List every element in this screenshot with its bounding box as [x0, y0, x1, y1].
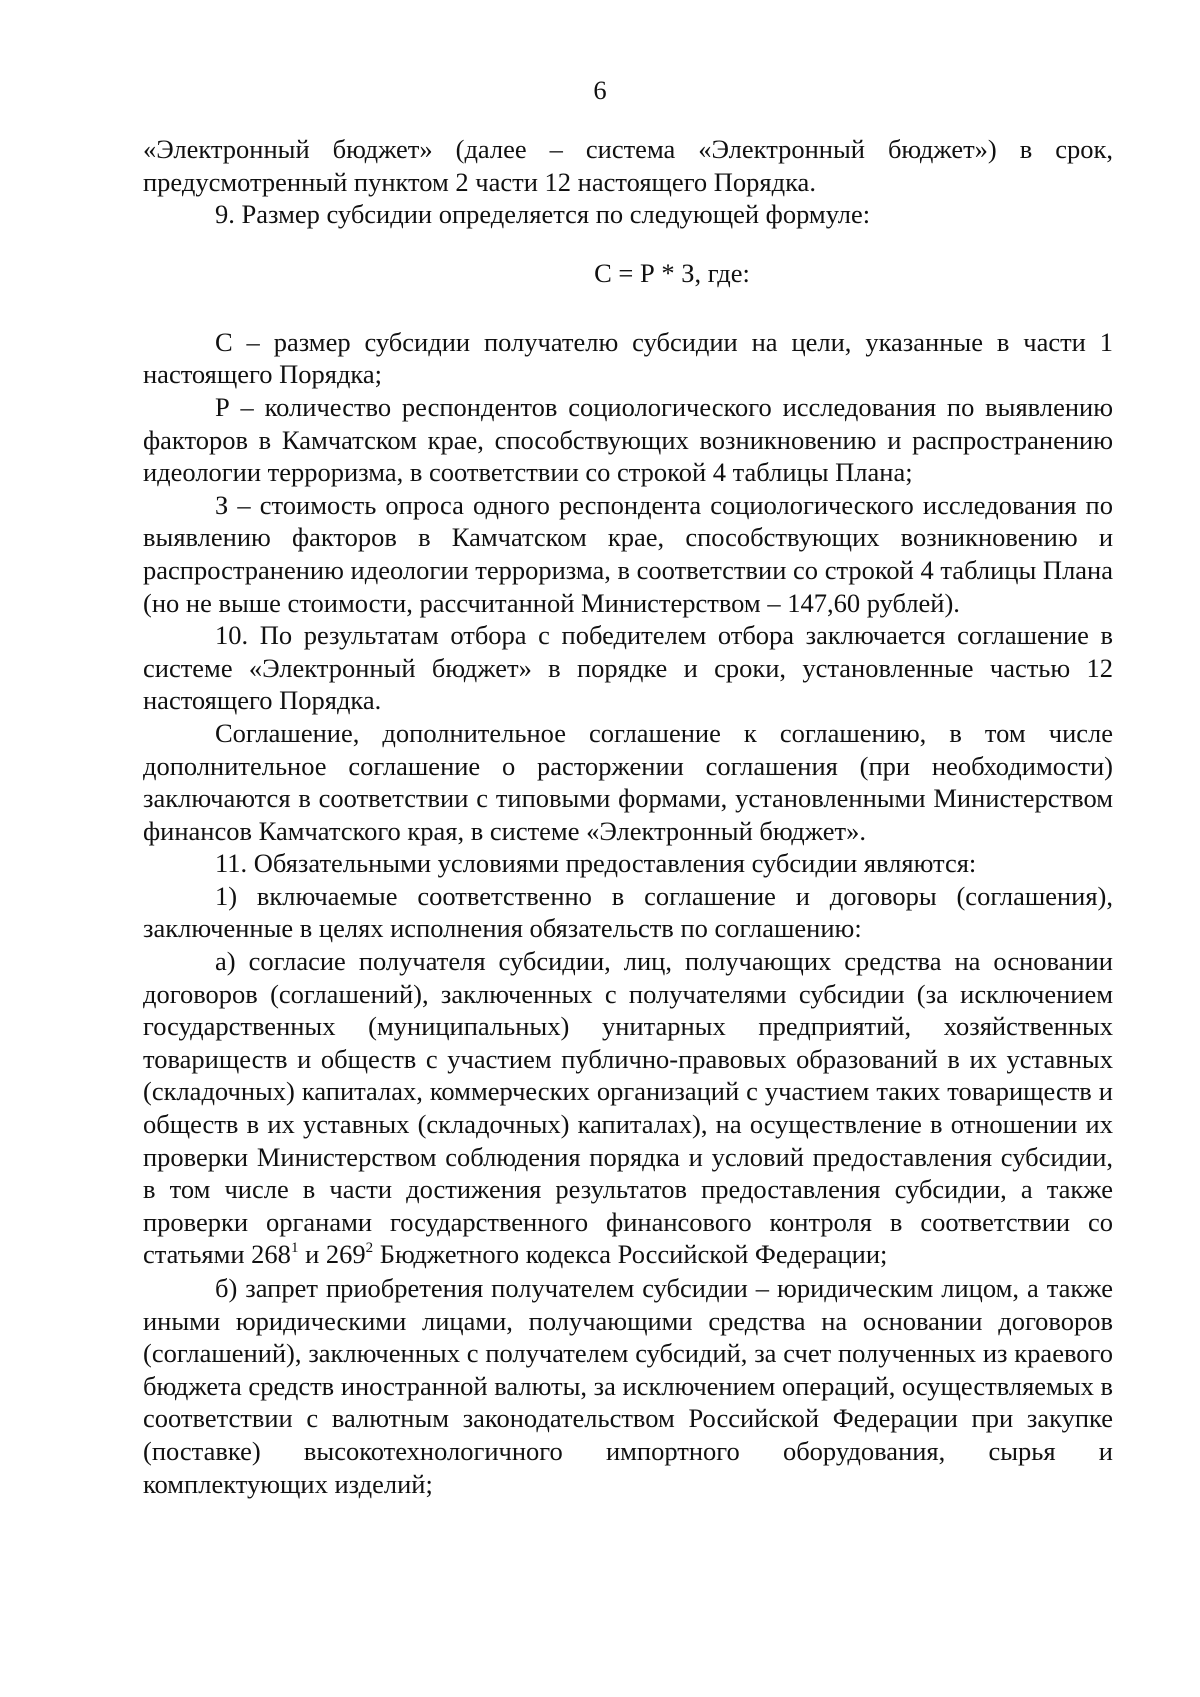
- item-a-text-mid: и 269: [298, 1239, 366, 1270]
- paragraph-item-11-1: 1) включаемые соответственно в соглашение и договоры (соглашения), заключенные в целях исполнения обязательств по соглашению:: [143, 880, 1113, 944]
- superscript-1: 1: [290, 1240, 299, 1257]
- paragraph-item-11: 11. Обязательными условиями предоставления субсидии являются:: [215, 848, 977, 879]
- definition-z: З – стоимость опроса одного респондента социологического исследования по выявлению факторов в Камчатском крае, способствующих возникновению и распространению идеологии терроризма, в соответствии со строкой 4 таблицы Плана (но не выше стоимости, рассчитанной Министерством – 147,60 рублей).: [143, 489, 1113, 618]
- item-a-text: а) согласие получателя субсидии, лиц, получающих средства на основании договоров (соглашений), заключенных с получателями субсидии (за исключением государственных (муниципальных) унитарных предприятий, хозяйственных товариществ и обществ с участием публично-правовых образований в их уставных (складочных) капиталах, коммерческих организаций с участием таких товариществ и обществ в их уставных (складочных) капиталах), на осуществление в отношении их проверки Министерством соблюдения порядка и условий предоставления субсидии, в том числе в части достижения результатов предоставления субсидии, а также проверки органами государственного финансового контроля в соответствии со статьями 268: [143, 946, 1113, 1270]
- paragraph-item-9: 9. Размер субсидии определяется по следующей формуле:: [215, 199, 871, 230]
- page-number: 6: [593, 75, 607, 105]
- paragraph-continuation: «Электронный бюджет» (далее – система «Электронный бюджет») в срок, предусмотренный пунктом 2 части 12 настоящего Порядка.: [143, 134, 1113, 197]
- paragraph-item-11-1-a: [143, 945, 1113, 1271]
- formula: [143, 248, 1113, 298]
- paragraph-agreement: Соглашение, дополнительное соглашение к соглашению, в том числе дополнительное соглашение о расторжении соглашения (при необходимости) заключаются в соответствии с типовыми формами, установленными Министерством финансов Камчатского края, в системе «Электронный бюджет».: [143, 717, 1113, 846]
- document-body: [143, 133, 1113, 1500]
- paragraph-item-11-1-b: б) запрет приобретения получателем субсидии – юридическим лицом, а также иными юридическими лицами, получающими средства на основании договоров (соглашений), заключенных с получателем субсидий, за счет полученных из краевого бюджета средств иностранной валюты, за исключением операций, осуществляемых в соответствии с валютным законодательством Российской Федерации при закупке (поставке) высокотехнологичного импортного оборудования, сырья и комплектующих изделий;: [143, 1273, 1113, 1499]
- definition-c: С – размер субсидии получателю субсидии на цели, указанные в части 1 настоящего Порядка;: [143, 326, 1113, 390]
- paragraph-item-10: 10. По результатам отбора с победителем отбора заключается соглашение в системе «Электронный бюджет» в порядке и сроки, установленные частью 12 настоящего Порядка.: [143, 620, 1113, 716]
- superscript-2: 2: [365, 1240, 374, 1257]
- formula-text: С = Р * З, где:: [594, 257, 750, 288]
- item-a-text-end: Бюджетного кодекса Российской Федерации;: [373, 1239, 888, 1270]
- definition-p: Р – количество респондентов социологического исследования по выявлению факторов в Камчатском крае, способствующих возникновению и распространению идеологии терроризма, в соответствии со строкой 4 таблицы Плана;: [143, 391, 1113, 488]
